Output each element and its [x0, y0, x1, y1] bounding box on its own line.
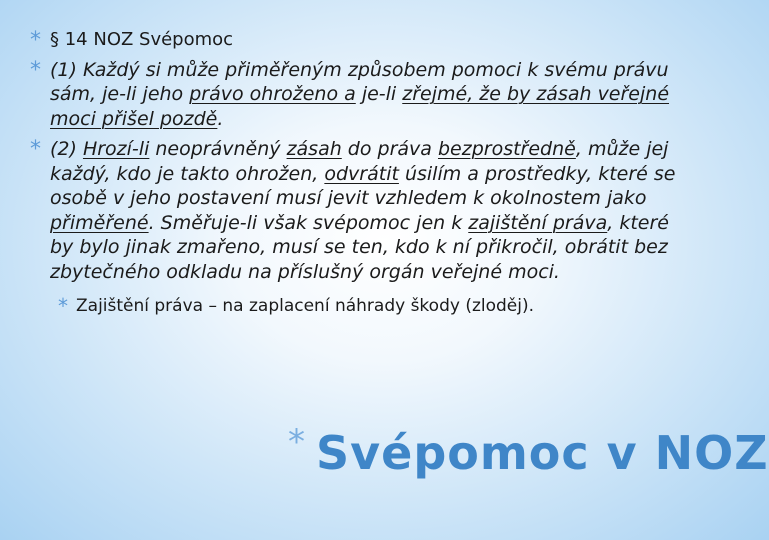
p2-underline-1: Hrozí-li [82, 138, 150, 160]
p2-text-5: úsilím a prostředky, které se osobě v jeho postavení musí jevit vzhledem k okolnostem jako [50, 162, 676, 209]
p1-text-3: . [217, 107, 224, 130]
p1-text-1: (1) Každý si může přiměřeným způsobem pomoci k svému právu sám, je-li jeho [50, 58, 669, 105]
sub-bullet [58, 294, 690, 319]
p2-text-7: , které by bylo jinak zmařeno, musí se ten, kdo k ní přikročil, obrátit bez zbytečného odkladu na příslušný orgán veřejné moci. [50, 211, 669, 283]
p2-underline-6: zajištění práva [468, 211, 608, 234]
p2-text-6: . Směřuje-li však svépomoc jen k [148, 211, 469, 234]
p2-text-3: do práva [341, 138, 438, 160]
p2-text-2: neoprávněný [149, 138, 287, 160]
p2-underline-2: zásah [286, 138, 342, 160]
bullet-paragraph-2 [30, 137, 690, 284]
slide-title-area [288, 420, 769, 484]
p1-text-2: je-li [355, 83, 403, 105]
slide-body [30, 28, 690, 319]
sub-bullet-text: Zajištění práva – na zaplacení náhrady škody (zloděj). [76, 296, 535, 316]
bullet-star-icon: * [30, 137, 41, 162]
title-star-icon: * [288, 422, 305, 462]
p2-underline-5: přiměřené [50, 211, 149, 234]
bullet-star-icon: * [30, 28, 41, 53]
bullet-paragraph-1 [30, 58, 690, 132]
bullet-star-icon: * [58, 294, 68, 318]
p1-underline-2: zřejmé, že by zásah veřejné moci přišel pozdě [50, 83, 670, 130]
bullet-section-heading [30, 28, 690, 53]
p2-text-4: , může jej každý, kdo je takto ohrožen, [50, 138, 669, 185]
section-heading-text: § 14 NOZ Svépomoc [50, 29, 234, 50]
p1-underline-1: právo ohroženo a [189, 83, 356, 105]
bullet-star-icon: * [30, 57, 41, 83]
p2-underline-3: bezprostředně [437, 138, 576, 160]
p2-underline-4: odvrátit [324, 162, 399, 185]
slide-title: Svépomoc v NOZ [316, 426, 769, 480]
p2-text-1: (2) [50, 138, 83, 160]
